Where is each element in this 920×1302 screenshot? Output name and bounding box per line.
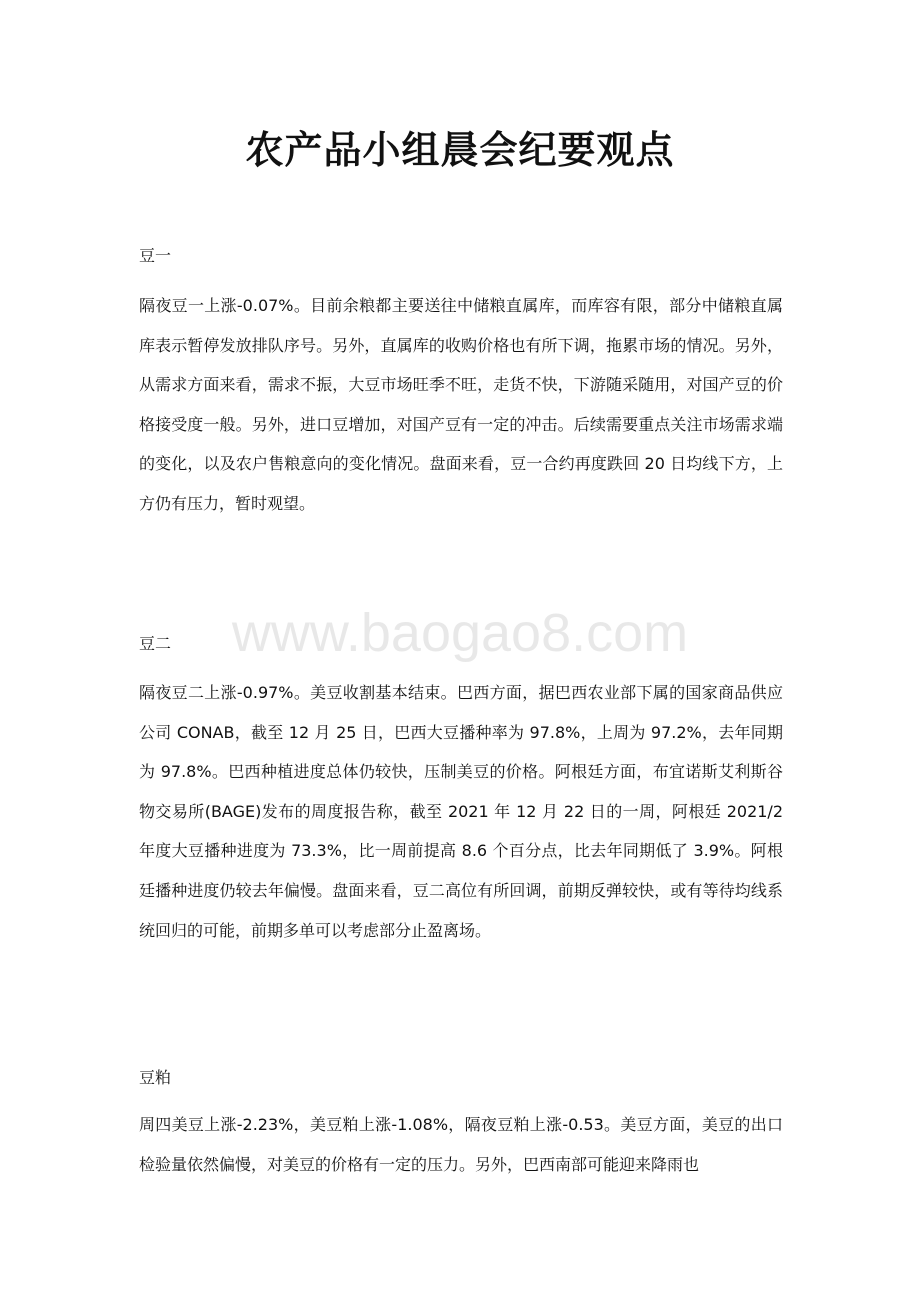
document-title: 农产品小组晨会纪要观点 [245,128,675,172]
watermark-text: www.baogao8.com [231,603,689,663]
section-body-soybean-1: 隔夜豆一上涨-0.07%。目前余粮都主要送往中储粮直属库，而库容有限，部分中储粮直属库表示暂停发放排队序号。另外，直属库的收购价格也有所下调，拖累市场的情况。另外，从需求方面来看，需求不振，大豆市场旺季不旺，走货不快，下游随采随用，对国产豆的价格接受度一般。另外，进口豆增加，对国产豆有一定的冲击。后续需要重点关注市场需求端的变化，以及农户售粮意向的变化情况。盘面来看，豆一合约再度跌回 20 日均线下方，上方仍有压力，暂时观望。 [139,296,783,513]
section-body-soybean-2: 隔夜豆二上涨-0.97%。美豆收割基本结束。巴西方面，据巴西农业部下属的国家商品供应公司 CONAB，截至 12 月 25 日，巴西大豆播种率为 97.8%，上周为 97.2%，去年同期为 97.8%。巴西种植进度总体仍较快，压制美豆的价格。阿根廷方面，布宜诺斯艾利斯谷物交易所(BAGE)发布的周度报告称，截至 2021 年 12 月 22 日的一周，阿根廷 2021/2 年度大豆播种进度为 73.3%，比一周前提高 8.6 个百分点，比去年同期低了 3.9%。阿根廷播种进度仍较去年偏慢。盘面来看，豆二高位有所回调，前期反弹较快，或有等待均线系统回归的可能，前期多单可以考虑部分止盈离场。 [139,683,783,940]
section-heading-soymeal: 豆粕 [139,1068,172,1087]
section-body-soymeal: 周四美豆上涨-2.23%，美豆粕上涨-1.08%，隔夜豆粕上涨-0.53。美豆方面，美豆的出口检验量依然偏慢，对美豆的价格有一定的压力。另外，巴西南部可能迎来降雨也 [139,1115,783,1174]
section-heading-soybean-2: 豆二 [139,634,172,653]
section-heading-soybean-1: 豆一 [139,246,172,265]
